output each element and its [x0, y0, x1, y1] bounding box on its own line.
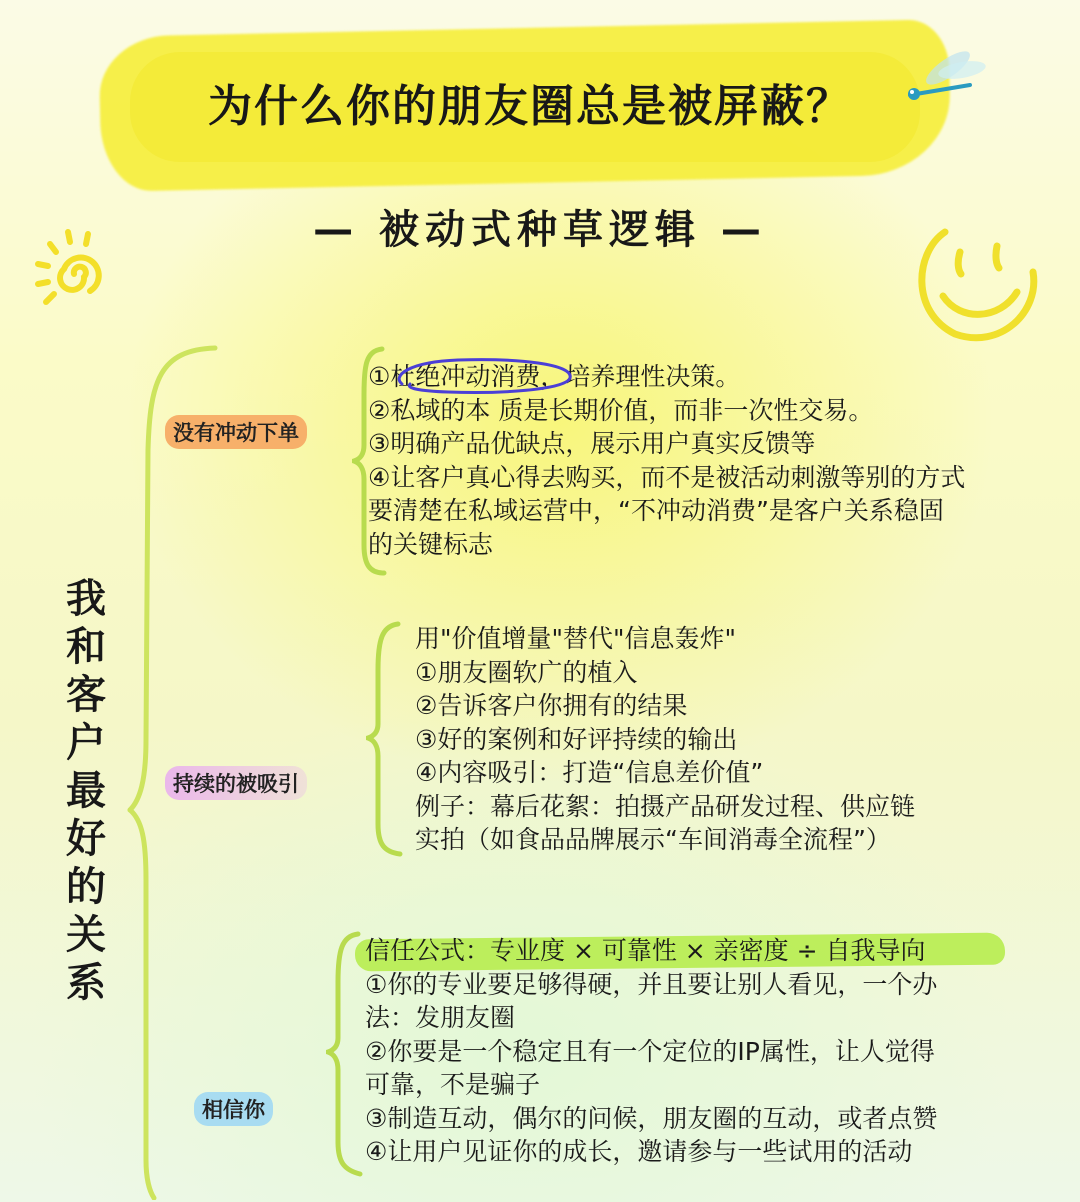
branch-content-2: [415, 622, 915, 857]
smiley-icon: [905, 212, 1045, 352]
sun-icon: [30, 226, 120, 316]
branch-label-attracted: 持续的被吸引: [165, 766, 307, 800]
circle-annotation: [388, 354, 578, 396]
content-line: ③明确产品优缺点，展示用户真实反馈等: [368, 429, 816, 458]
content-line: ④内容吸引：打造“信息差价值”: [415, 758, 764, 787]
content-line: 要清楚在私域运营中，“不冲动消费”是客户关系稳固: [368, 496, 944, 525]
content-line: 可靠，不是骗子: [365, 1070, 541, 1099]
content-line: 例子：幕后花絮：拍摄产品研发过程、供应链: [415, 791, 916, 821]
content-line: ③好的案例和好评持续的输出: [415, 724, 738, 754]
content-line: ①你的专业要足够得硬，并且要让别人看见，一个办: [365, 969, 938, 999]
page-subtitle: — 被动式种草逻辑 —: [313, 207, 767, 253]
branch-content-3: [365, 934, 937, 1169]
content-line: ②你要是一个稳定且有一个定位的IP属性，让人觉得: [365, 1036, 935, 1066]
page-title: 为什么你的朋友圈总是被屏蔽？: [208, 81, 852, 132]
content-line: ①朋友圈软广的植入: [415, 657, 638, 687]
content-line: ①杜绝冲动消费，培养理性决策。: [368, 362, 741, 391]
content-line: 信任公式：专业度 × 可靠性 × 亲密度 ÷ 自我导向: [365, 936, 926, 965]
branch-brace-2: [366, 620, 406, 858]
content-line: ②告诉客户你拥有的结果: [415, 691, 688, 720]
content-line: 法：发朋友圈: [365, 1003, 516, 1032]
content-line: ③制造互动，偶尔的问候，朋友圈的互动，或者点赞: [365, 1103, 938, 1133]
content-line: ②私域的本 质是长期价值，而非一次性交易。: [368, 395, 874, 425]
dragonfly-icon: [900, 40, 1000, 120]
content-line: 实拍（如食品品牌展示“车间消毒全流程”）: [415, 825, 891, 854]
content-line: ④让客户真心得去购买，而不是被活动刺激等别的方式: [368, 462, 966, 492]
branch-label-trust: 相信你: [194, 1092, 273, 1126]
mindmap-root: 我和客户最好的关系: [66, 576, 106, 1006]
content-line: 的关键标志: [368, 529, 494, 559]
branch-label-impulse: 没有冲动下单: [165, 415, 307, 449]
content-line: 用"价值增量"替代"信息轰炸": [415, 624, 736, 653]
content-line: ④让用户见证你的成长，邀请参与一些试用的活动: [365, 1137, 913, 1166]
